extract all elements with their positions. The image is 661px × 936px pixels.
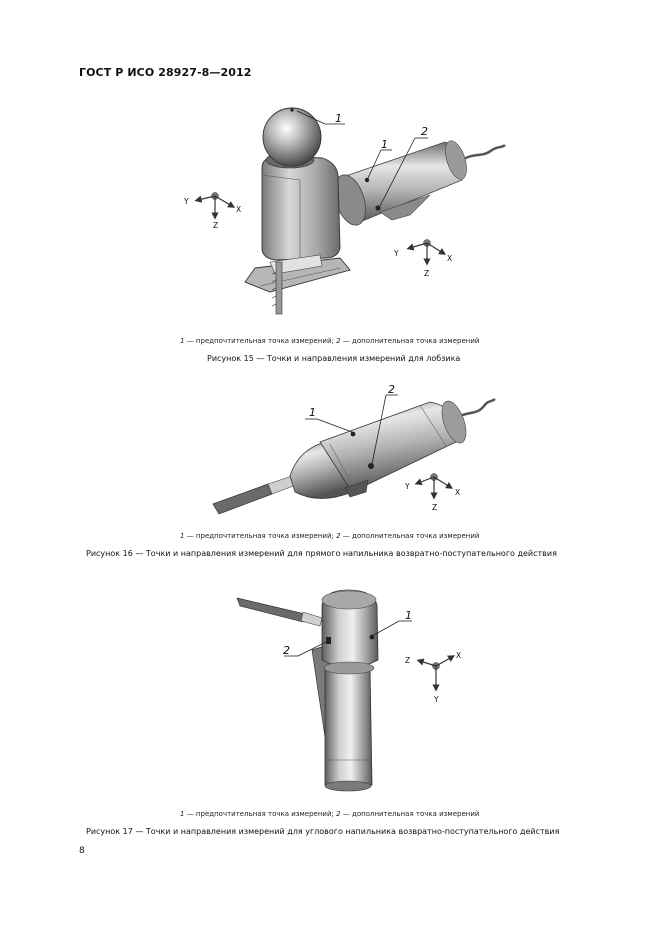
- axis-label: Y: [184, 197, 189, 206]
- axis-label: X: [236, 205, 242, 214]
- axis-label: Z: [405, 656, 411, 665]
- axis-label: Z: [424, 269, 430, 278]
- figure-16-caption: Рисунок 16 — Точки и направления измерений для прямого напильника возвратно-поступательного действия: [86, 549, 557, 558]
- axis-label: X: [456, 651, 462, 660]
- callout-1: 1: [405, 609, 412, 622]
- axis-label: Y: [434, 695, 439, 704]
- callout-1-housing: 1: [381, 138, 388, 151]
- callout-2: 2: [388, 383, 395, 396]
- axis-label: X: [447, 254, 453, 263]
- axis-label: X: [455, 488, 461, 497]
- standard-header: ГОСТ Р ИСО 28927-8—2012: [79, 66, 252, 79]
- page-number: 8: [79, 846, 85, 856]
- callout-2: 2: [283, 644, 290, 657]
- figure-16-legend: 1 — предпочтительная точка измерений; 2 — дополнительная точка измерений: [180, 532, 480, 540]
- callout-1: 1: [309, 406, 316, 419]
- axis-label: Z: [432, 503, 438, 512]
- figure-15-caption: Рисунок 15 — Точки и направления измерений для лобзика: [207, 354, 461, 363]
- axis-label: Z: [213, 221, 219, 230]
- axis-triad-icon: [405, 651, 461, 704]
- figure-17-caption: Рисунок 17 — Точки и направления измерений для углового напильника возвратно-поступательного действия: [86, 827, 560, 836]
- figure-17-legend: 1 — предпочтительная точка измерений; 2 — дополнительная точка измерений: [180, 810, 480, 818]
- callout-1-knob: 1: [335, 112, 342, 125]
- axis-label: Y: [405, 482, 410, 491]
- callout-2-housing: 2: [421, 125, 428, 138]
- axis-label: Y: [394, 249, 399, 258]
- figure-15-legend: 1 — предпочтительная точка измерений; 2 — дополнительная точка измерений: [180, 337, 480, 345]
